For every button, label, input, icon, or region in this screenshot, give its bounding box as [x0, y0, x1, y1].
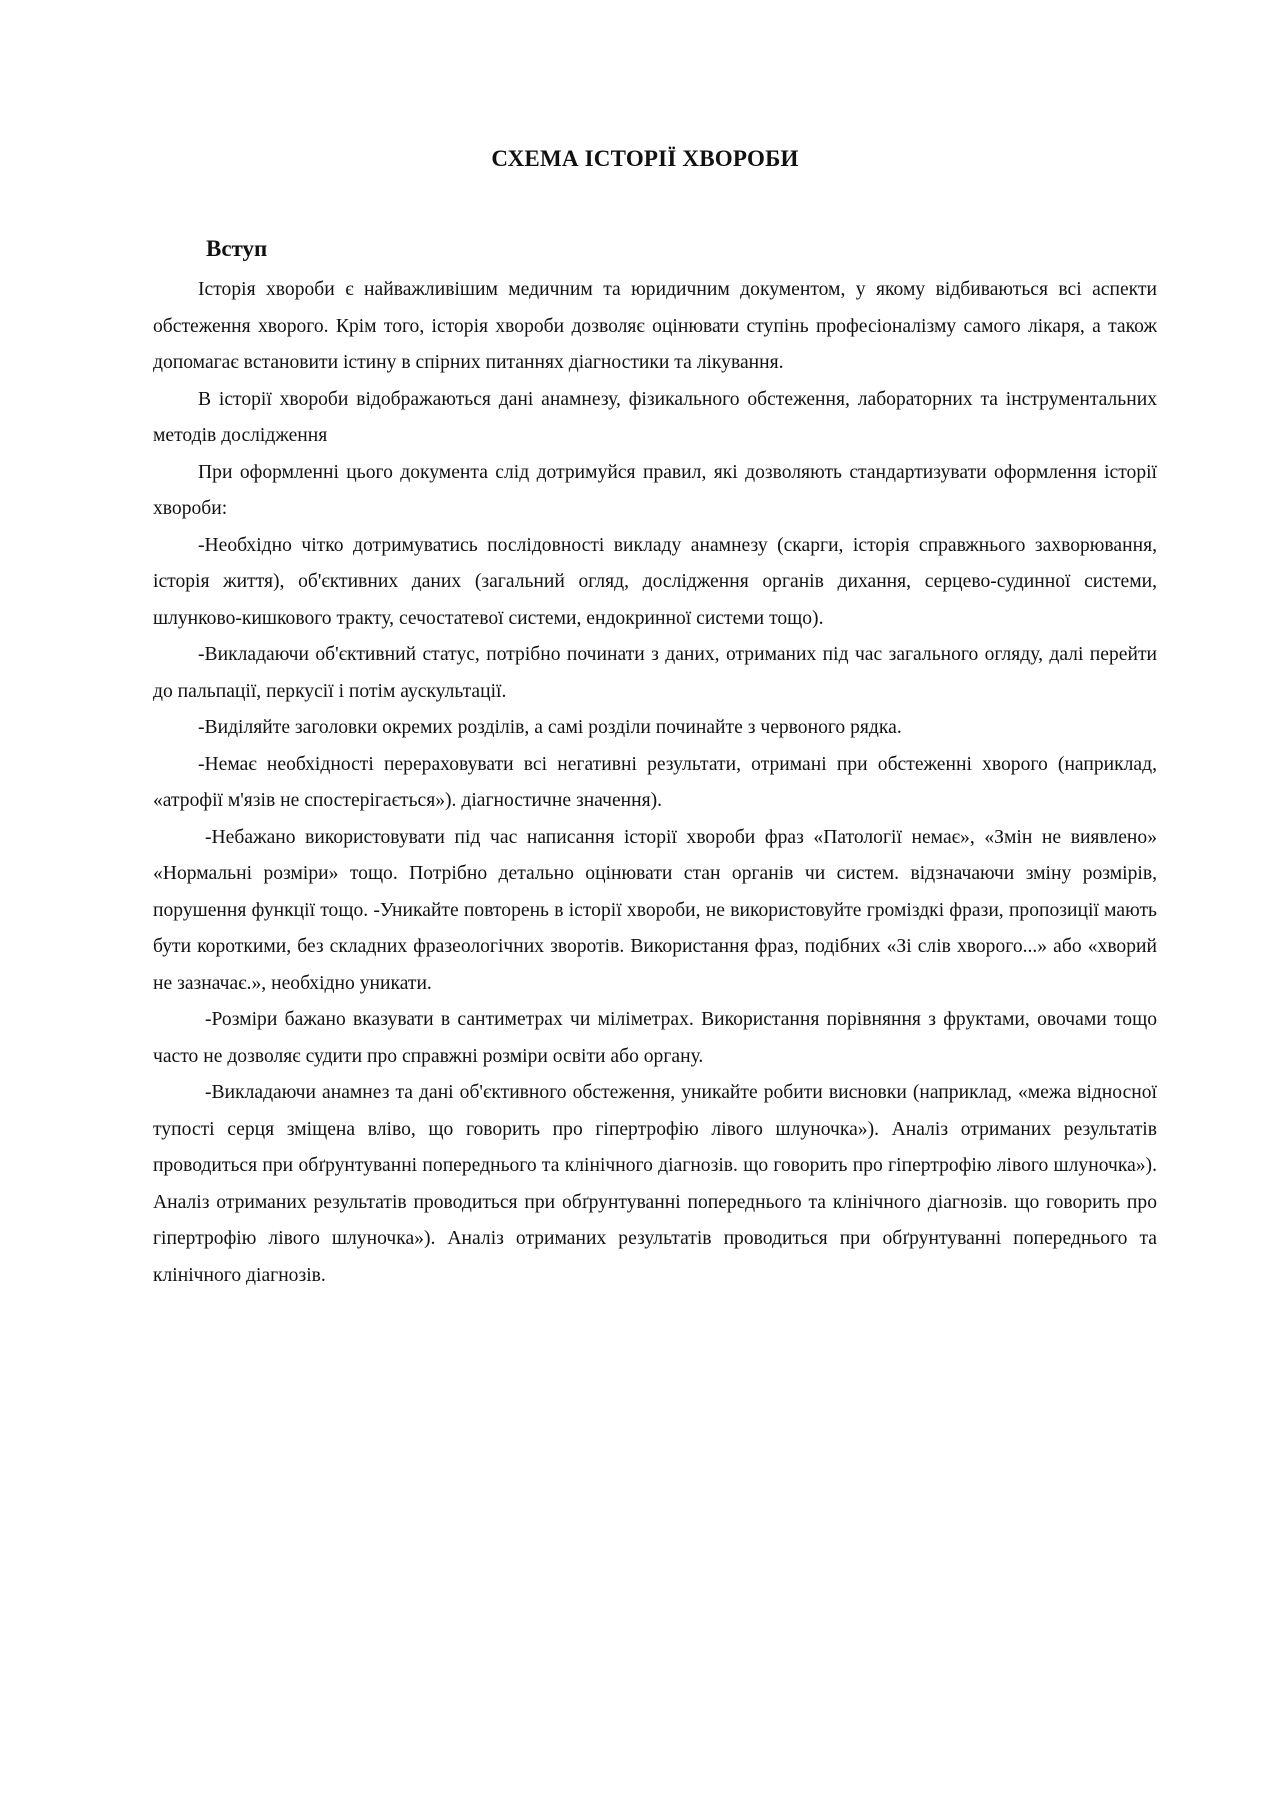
paragraph: -Розміри бажано вказувати в сантиметрах чи міліметрах. Використання порівняння з фруктами, овочами тощо часто не дозволяє судити про справжні розміри освіти або органу. [153, 1009, 1157, 1067]
paragraph: -Необхідно чітко дотримуватись послідовності викладу анамнезу (скарги, історія справжнього захворювання, історія життя), об'єктивних даних (загальний огляд, дослідження органів дихання, серцево-судинної системи, шлунково-кишкового тракту, сечостатевої системи, ендокринної системи тощо). [153, 534, 1157, 629]
section-heading: Вступ [206, 236, 268, 261]
paragraph: -Виділяйте заголовки окремих розділів, а самі розділи починайте з червоного рядка. [198, 717, 902, 738]
paragraph: -Небажано використовувати під час написання історії хвороби фраз «Патології немає», «Змін не виявлено» «Нормальні розміри» тощо. Потрібно детально оцінювати стан органів чи систем. відзначаючи зміну розмірів, порушення функції тощо. -Уникайте повторень в історії хвороби, не використовуйте громіздкі фрази, пропозиції мають бути короткими, без складних фразеологічних зворотів. Використання фраз, подібних «Зі слів хворого...» або «хворий не зазначає.», необхідно уникати. [153, 826, 1157, 994]
paragraph: -Викладаючи об'єктивний статус, потрібно починати з даних, отриманих під час загального огляду, далі перейти до пальпації, перкусії і потім аускультації. [153, 644, 1157, 702]
document-title: СХЕМА ІСТОРІЇ ХВОРОБИ [491, 146, 799, 171]
paragraph: При оформленні цього документа слід дотримуйся правил, які дозволяють стандартизувати оформлення історії хвороби: [153, 461, 1157, 519]
paragraph: Історія хвороби є найважливішим медичним та юридичним документом, у якому відбиваються всі аспекти обстеження хворого. Крім того, історія хвороби дозволяє оцінювати ступінь професіоналізму самого лікаря, а також допомагає встановити істину в спірних питаннях діагностики та лікування. [153, 279, 1157, 373]
document-body [153, 272, 1157, 1294]
paragraph: -Викладаючи анамнез та дані об'єктивного обстеження, уникайте робити висновки (наприклад, «межа відносної тупості серця зміщена вліво, що говорить про гіпертрофію лівого шлуночка»). Аналіз отриманих результатів проводиться при обґрунтуванні попереднього та клінічного діагнозів. що говорить про гіпертрофію лівого шлуночка»). Аналіз отриманих результатів проводиться при обґрунтуванні попереднього та клінічного діагнозів. що говорить про гіпертрофію лівого шлуночка»). Аналіз отриманих результатів проводиться при обґрунтуванні попереднього та клінічного діагнозів. [153, 1082, 1157, 1286]
paragraph: В історії хвороби відображаються дані анамнезу, фізикального обстеження, лабораторних та інструментальних методів дослідження [153, 388, 1157, 446]
paragraph: -Немає необхідності перераховувати всі негативні результати, отримані при обстеженні хворого (наприклад, «атрофії м'язів не спостерігається»). діагностичне значення). [153, 753, 1157, 811]
